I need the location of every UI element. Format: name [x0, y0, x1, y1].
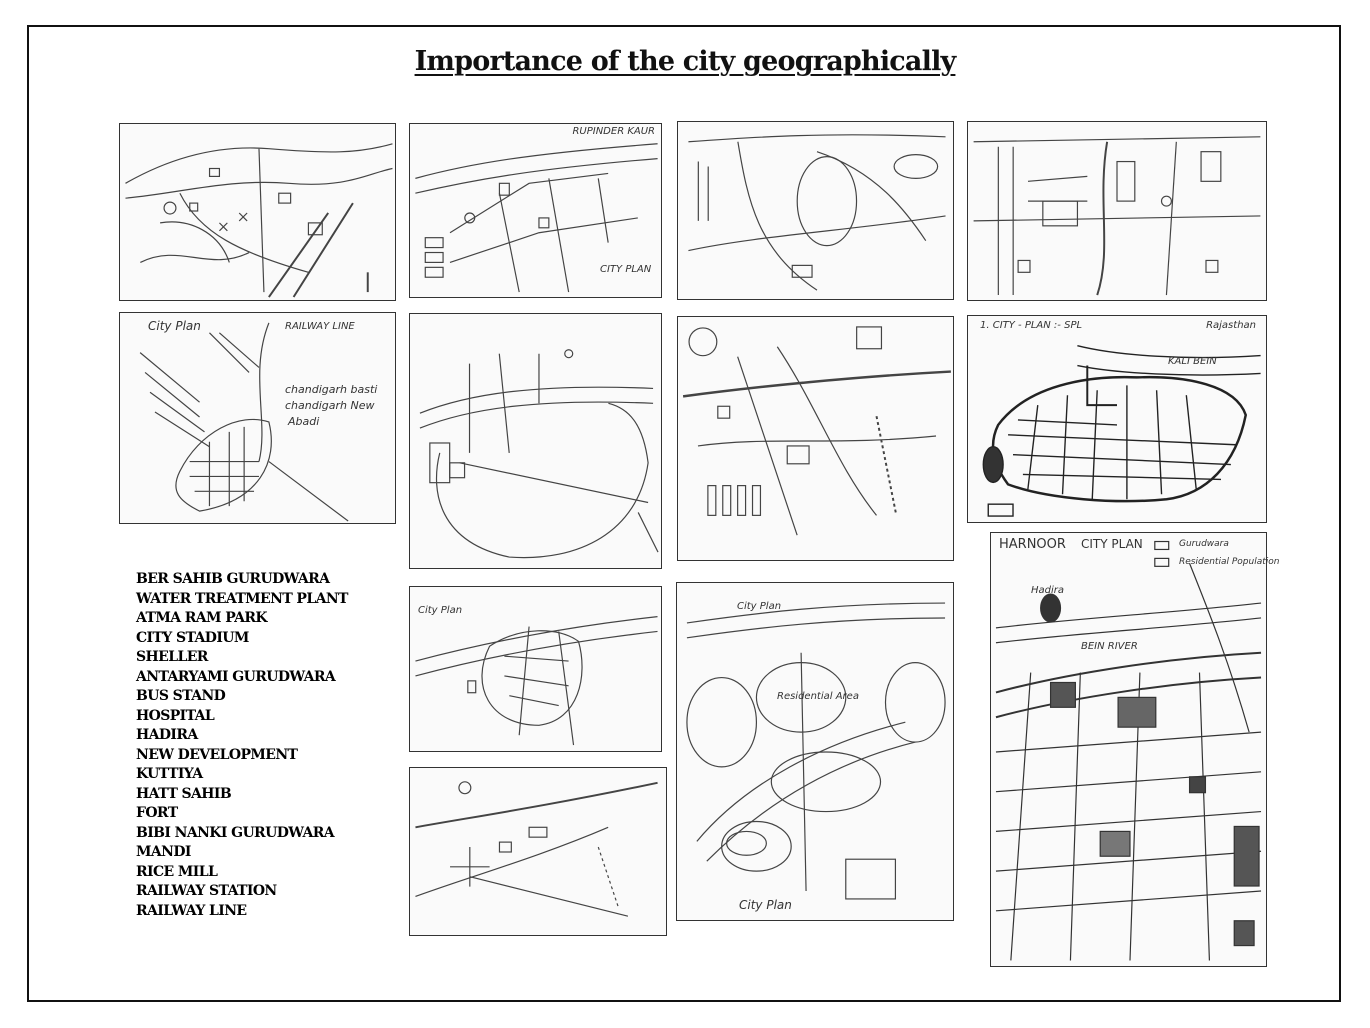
- legend-item: SHELLER: [136, 649, 208, 665]
- city-plan-sketch-11: [676, 582, 954, 921]
- sketch-label: HARNOOR: [999, 537, 1066, 552]
- sketch-label: chandigarh basti: [285, 383, 378, 396]
- city-plan-sketch-12: [990, 532, 1280, 967]
- city-plan-sketch-4: [967, 121, 1267, 301]
- legend-item: FORT: [136, 805, 178, 821]
- city-plan-sketch-3: [677, 121, 954, 300]
- sketch-label: chandigarh New: [285, 399, 375, 412]
- sketch-label: CITY PLAN: [1081, 537, 1143, 551]
- sketch-label: 1. CITY - PLAN :- SPL: [980, 320, 1083, 331]
- legend-item: HADIRA: [136, 727, 198, 743]
- city-plan-sketch-9: [409, 586, 662, 752]
- legend-item: NEW DEVELOPMENT: [136, 746, 298, 763]
- city-plan-sketch-5: [119, 312, 396, 524]
- legend-item: RICE MILL: [136, 863, 218, 880]
- legend-item: BIBI NANKI GURUDWARA: [136, 824, 335, 841]
- sketch-label: BEIN RIVER: [1081, 641, 1138, 652]
- city-plan-sketch-6: [409, 313, 662, 569]
- sketch-label: City Plan: [148, 319, 201, 333]
- legend-item: RAILWAY STATION: [136, 883, 277, 899]
- legend-item: HATT SAHIB: [136, 785, 232, 802]
- city-plan-sketch-7: [677, 316, 954, 561]
- sketch-label: RUPINDER KAUR: [572, 126, 655, 137]
- sketch-label: Residential Area: [777, 691, 859, 702]
- sketch-label: CITY PLAN: [600, 264, 652, 275]
- sketch-label: RAILWAY LINE: [285, 321, 355, 332]
- legend-item: KUTTIYA: [136, 766, 203, 782]
- city-plan-sketch-10: [409, 767, 667, 936]
- city-plan-sketch-8: [967, 315, 1267, 523]
- legend-item: ATMA RAM PARK: [136, 610, 267, 626]
- legend-item: RAILWAY LINE: [136, 902, 247, 919]
- legend-item: WATER TREATMENT PLANT: [136, 590, 348, 607]
- sketch-label: Residential Population: [1179, 557, 1280, 567]
- sketch-label: KALI BEIN: [1168, 356, 1217, 367]
- page-title: Importance of the city geographically: [414, 46, 956, 77]
- legend-item: ANTARYAMI GURUDWARA: [136, 668, 336, 685]
- legend-item: CITY STADIUM: [136, 629, 249, 646]
- legend-item: BER SAHIB GURUDWARA: [136, 571, 330, 587]
- sketch-label: Gurudwara: [1179, 539, 1229, 549]
- landmark-legend: [136, 570, 348, 921]
- sketch-label: Abadi: [288, 415, 320, 428]
- sketch-label: City Plan: [739, 898, 792, 912]
- legend-item: MANDI: [136, 844, 191, 860]
- legend-item: BUS STAND: [136, 688, 226, 704]
- sketch-label: City Plan: [418, 605, 463, 616]
- sketch-label: Hadira: [1031, 585, 1065, 596]
- city-plan-sketch-1: [119, 123, 396, 301]
- legend-item: HOSPITAL: [136, 707, 215, 724]
- sketch-label: Rajasthan: [1206, 320, 1256, 331]
- city-plan-sketch-2: [409, 123, 662, 298]
- sketch-label: City Plan: [737, 601, 782, 612]
